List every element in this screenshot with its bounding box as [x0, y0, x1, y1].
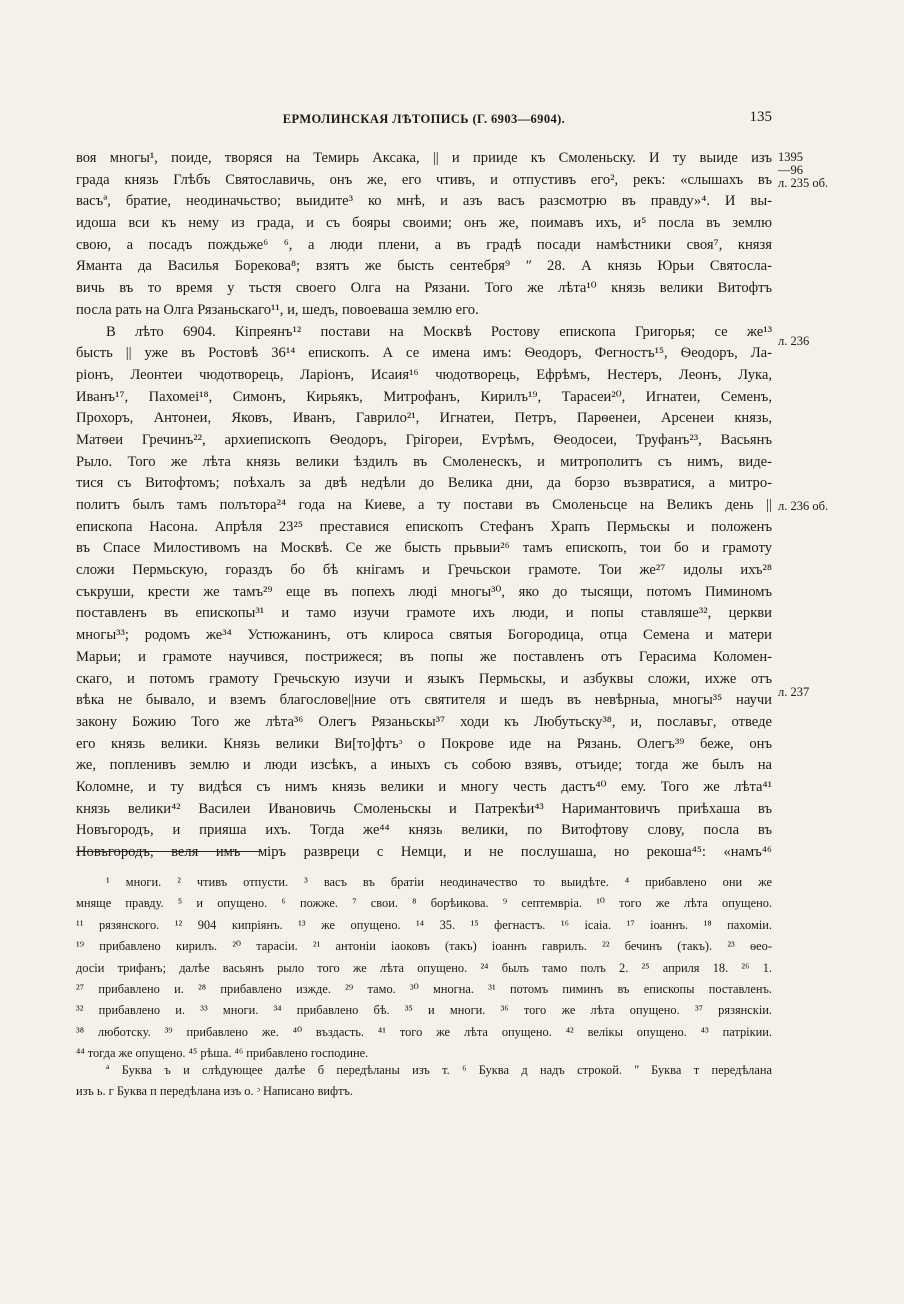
text-line: Матѳеи Гречинъ²², архиепископъ Ѳеодоръ, Грігореи, Еѵрѣмъ, Ѳеодосеи, Труфанъ²³, Васьянъ: [76, 431, 772, 448]
margin-folio: л. 237: [778, 685, 810, 699]
text-line: политъ былъ тамъ полътора²⁴ года на Киеве, а ту постави въ Смоленьсце на Великъ день ||: [76, 497, 772, 513]
text-line: князь велики⁴² Василеи Ивановичь Смоленьскы и Патрекѣи⁴³ Наримантовичъ приѣхаша въ: [76, 800, 772, 817]
text-line: Новъгородъ, и прияша ихъ. Тогда же⁴⁴ князь велики, по Витофтову слову, посла въ: [76, 822, 772, 839]
text-line: Марьи; и грамоте научився, пострижеся; въ попы же поставленъ отъ Герасима Коломен-: [76, 648, 772, 665]
text-line: Коломне, и ту видѣся съ нимъ князь велики и многу честь дастъ⁴⁰ ему. Того же лѣта⁴¹: [76, 778, 772, 795]
text-line: епископа Насона. Апрѣля 23²⁵ преставися епископъ Стефанъ Храпъ Пермьскы и положенъ: [76, 518, 772, 535]
running-title: ЕРМОЛИНСКАЯ ЛѢТОПИСЬ (Г. 6903—6904).: [282, 112, 566, 126]
text-line: Прохоръ, Антонеи, Яковъ, Иванъ, Гаврило²¹, Игнатеи, Петръ, Парѳенеи, Арсенеи князь,: [76, 410, 772, 427]
text-line: ріонъ, Леонтеи чюдотворець, Ларіонъ, Исаия¹⁶ чюдотворець, Ефрѣмъ, Нестеръ, Леонъ, Лука,: [76, 366, 772, 383]
footnote-line: ³⁸ люботску. ³⁹ прибавлено же. ⁴⁰ въздасть. ⁴¹ того же лѣта опущено. ⁴² велікы опущено. ⁴³ патрікии.: [76, 1024, 772, 1039]
text-line: многы³³; родомъ же³⁴ Устюжанинъ, отъ клироса святыя Богородица, отца Семена и матери: [76, 627, 772, 644]
text-line: вѣка не бывало, и вземъ благослове||ние отъ святителя и шедъ въ невѣрныа, многы³⁵ научи: [76, 692, 772, 709]
footnote-line: ¹⁹ прибавлено кирилъ. ²⁰ тарасіи. ²¹ антоніи іаоковъ (такъ) іоаннъ гаврилъ. ²² бечинъ (такъ). ²³ ѳео-: [76, 939, 772, 954]
text-line: бысть || уже въ Ростовѣ 36¹⁴ епископъ. А се имена имъ: Ѳеодоръ, Фегностъ¹⁵, Ѳеодоръ, Ла-: [76, 345, 772, 362]
footnote-line: ¹¹ рязянского. ¹² 904 кипріянъ. ¹³ же опущено. ¹⁴ 35. ¹⁵ фегнастъ. ¹⁶ ісаіа. ¹⁷ іоаннъ. ¹⁸ пахоміи.: [76, 917, 772, 932]
text-line: свою, а посадъ пождьже⁶ ⁶, а люди плени, а въ градѣ посади намѣстники своя⁷, князя: [76, 236, 772, 253]
text-line: скаго, и потомъ грамоту Гречьскую изучи и языкъ Пермьскы, и азбуквы сложи, ихже отъ: [76, 670, 772, 687]
text-line: Рыло. Того же лѣта князь велики ѣздилъ въ Смоленескъ, и митрополитъ съ нимъ, виде-: [76, 453, 772, 470]
running-header: [76, 109, 772, 134]
margin-folio: л. 236: [778, 334, 810, 348]
text-line: Яманта да Василья Борекова⁸; взятъ же бысть сентебря⁹ ʺ 28. А князь Юрьи Святосла-: [76, 258, 772, 275]
letter-note-line: ª Буква ъ и слѣдующее далѣе б передѣланы изъ т. ⁶ Буква д надъ строкой. ʺ Буква т передѣлана: [106, 1063, 772, 1077]
margin-folio: л. 236 об.: [778, 499, 829, 513]
text-line: града князь Глѣбъ Святославичь, онъ же, его чтивъ, и отпустивъ его², рекъ: «слышахъ въ: [76, 171, 772, 188]
text-line: поставленъ въ епископы³¹ и тамо изучи грамоте ихъ люди, и попы ставляше³², церкви: [76, 605, 772, 622]
footnote-line: ¹ многи. ² чтивъ отпусти. ³ васъ въ братіи неодиначество то выидѣте. ⁴ прибавлено они же: [106, 875, 772, 889]
footnote-line: ³² прибавлено и. ³³ многи. ³⁴ прибавлено бѣ. ³⁵ и многи. ³⁶ того же лѣта опущено. ³⁷ рязянскіи.: [76, 1003, 772, 1018]
margin-folio: л. 235 об.: [778, 176, 829, 190]
text-line: съкруши, крести же тамъ²⁹ еще въ попехъ люді многы³⁰, яко до тысящи, потомъ Пиминомъ: [76, 583, 772, 600]
text-line: В лѣто 6904. Кіпреянъ¹² постави на Москвѣ Ростову епископа Григорья; се же¹³: [106, 323, 772, 340]
text-line: вичь въ то время у тьстя своего Олга на Рязани. Того же лѣта¹⁰ князь велики Витофтъ: [76, 280, 772, 297]
margin-year: 1395: [778, 150, 803, 164]
text-line: посла рать на Олга Рязаньскаго¹¹, и, шедъ, повоеваша землю его.: [76, 301, 479, 318]
margin-year-range: —96: [778, 163, 803, 177]
footnote-line: ²⁷ прибавлено и. ²⁸ прибавлено изжде. ²⁹ тамо. ³⁰ многна. ³¹ потомъ пиминъ въ епископы поставленъ.: [76, 981, 772, 996]
text-line: идоша вси къ нему из града, и съ бояры своими; онъ же, поимавъ ихъ, и⁵ посла въ землю: [76, 215, 772, 232]
page-number: 135: [749, 109, 772, 125]
text-line: васъª, братие, неодиначьство; выидите³ ко мнѣ, и азъ васъ разсмотрю въ правду»⁴. И вы-: [76, 193, 772, 210]
footnote-divider: [76, 851, 262, 852]
footnote-line: ⁴⁴ тогда же опущено. ⁴⁵ рѣша. ⁴⁶ прибавлено господине.: [76, 1046, 369, 1061]
letter-notes: [76, 1060, 772, 1103]
text-line: его князь велики. Князь велики Ви[то]фтъᵓ о Покрове иде на Рязань. Олегъ³⁹ беже, онъ: [76, 735, 772, 752]
chronicle-text: [76, 148, 772, 864]
text-line: Иванъ¹⁷, Пахомеі¹⁸, Симонъ, Кирьякъ, Митрофанъ, Кирилъ¹⁹, Тарасеи²⁰, Игнатеи, Семенъ,: [76, 388, 772, 405]
footnote-line: досіи трифанъ; далѣе васьянъ рыло того же лѣта опущено. ²⁴ былъ тамо полъ 2. ²⁵ априля 18. ²⁶ 1.: [76, 960, 772, 975]
text-line: закону Божию Того же лѣта³⁶ Олегъ Рязаньскы³⁷ ходи къ Любутьску³⁸, и, пославъᴦ, отведе: [76, 713, 772, 730]
text-line: воя многы¹, поиде, творяся на Темирь Аксака, || и прииде къ Смоленьску. И ту выиде изъ: [76, 150, 772, 166]
text-line: сложи Пермьскую, гораздъ бо бѣ кнігамъ и Гречьскои грамоте. Тои же²⁷ идолы ихъ²⁸: [76, 562, 772, 579]
text-line: тися съ Витофтомъ; поѣхалъ за двѣ недѣли до Велика дни, да борзо възвратися, а митро-: [76, 475, 772, 492]
footnote-line: мняще правду. ⁵ и опущено. ⁶ пожже. ⁷ свои. ⁸ борѣикова. ⁹ септемвріа. ¹⁰ того же лѣта опущено.: [76, 896, 772, 911]
variant-readings: [76, 872, 772, 1065]
text-line: въ Спасе Милостивомъ на Москвѣ. Се же бысть прьвыи²⁶ тамъ епископъ, тои бо и грамоту: [76, 540, 772, 557]
letter-note-line: изъ ь. ᴦ Буква п передѣлана изъ о. ᵓ Написано вифтъ.: [76, 1084, 354, 1099]
text-line: Новъгородъ, веля имъ міръ развреци с Немци, и не послушаша, но рекоша⁴⁵: «намъ⁴⁶: [76, 844, 772, 860]
text-line: же, попленивъ землю и люди изсѣкъ, а иныхъ съ собою взявъ, отъиде; тогда же былъ на: [76, 757, 772, 774]
